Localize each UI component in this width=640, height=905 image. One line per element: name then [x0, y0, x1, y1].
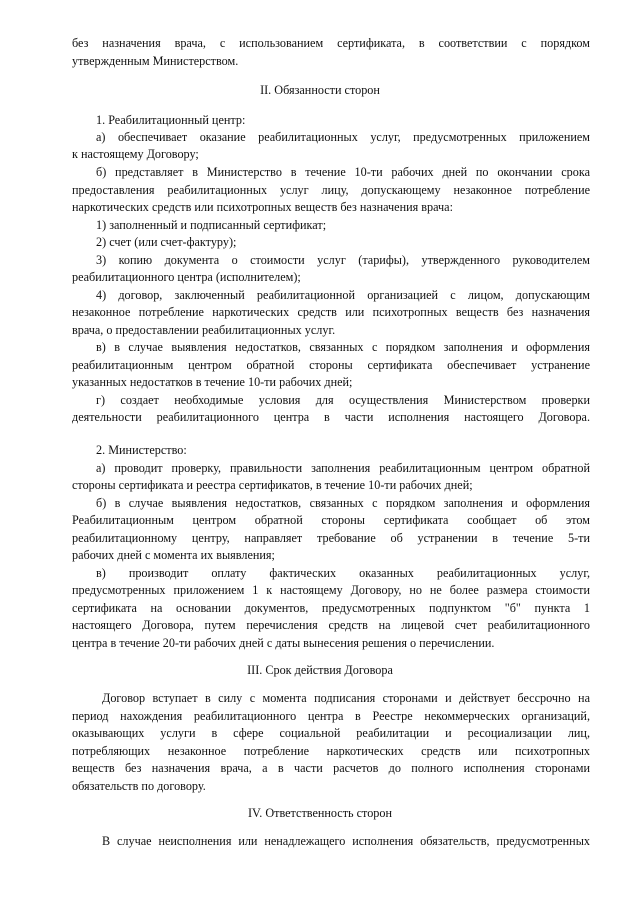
text-line: 1) заполненный и подписанный сертификат;	[96, 218, 327, 232]
text-line: деятельности реабилитационного центра в части исполнения настоящего Договора.	[72, 410, 590, 424]
text-line: Реабилитационным центром обратной стороны сертификата сообщает об этом	[72, 513, 590, 527]
text-line: 2. Министерство:	[96, 443, 187, 457]
text-line: предусмотренных приложением 1 к настоящему Договору, но не более размера стоимости	[72, 583, 590, 597]
text-line: врача, о предоставлении реабилитационных услуг.	[72, 323, 336, 337]
text-line: в) в случае выявления недостатков, связанных с порядком заполнения и оформления	[96, 340, 590, 354]
text-line: 2) счет (или счет-фактуру);	[96, 235, 237, 249]
text-line: Договор вступает в силу с момента подписания сторонами и действует бессрочно на	[102, 691, 590, 705]
text-line: период нахождения реабилитационного центра в Реестре некоммерческих организаций,	[72, 709, 590, 723]
text-line: потребляющих незаконное потребление наркотических средств или психотропных	[72, 744, 590, 758]
text-line: без назначения врача, с использованием сертификата, в соответствии с порядком	[72, 36, 590, 50]
text-line: реабилитационным центром обратной стороны сертификата обеспечивает устранение	[72, 358, 590, 372]
text-line: рабочих дней с момента их выявления;	[72, 548, 275, 562]
text-line: настоящего Договора, путем перечисления средств на лицевой счет реабилитационного	[72, 618, 590, 632]
text-line: 4) договор, заключенный реабилитационной организацией с лицом, допускающим	[96, 288, 590, 302]
text-line: центра в течение 20-ти рабочих дней с даты вынесения решения о перечислении.	[72, 636, 495, 650]
text-line: стороны сертификата и реестра сертификатов, в течение 10-ти рабочих дней;	[72, 478, 473, 492]
text-line: 3) копию документа о стоимости услуг (тарифы), утвержденного руководителем	[96, 253, 590, 267]
text-line: наркотических средств или психотропных веществ без назначения врача:	[72, 200, 453, 214]
text-line: веществ без назначения врача, а в части расчетов до полного исполнения сторонами	[72, 761, 590, 775]
text-line: к настоящему Договору;	[72, 147, 199, 161]
text-line: 1. Реабилитационный центр:	[96, 113, 246, 127]
text-line: утвержденным Министерством.	[72, 54, 239, 68]
text-line: б) представляет в Министерство в течение 10-ти рабочих дней по окончании срока	[96, 165, 590, 179]
section-heading: IV. Ответственность сторон	[247, 806, 393, 820]
section-heading: III. Срок действия Договора	[247, 663, 393, 677]
text-line: оказывающих услуги в сфере социальной реабилитации и ресоциализации лиц,	[72, 726, 590, 740]
text-line: В случае неисполнения или ненадлежащего исполнения обязательств, предусмотренных	[102, 834, 590, 848]
text-line: а) проводит проверку, правильности заполнения реабилитационным центром обратной	[96, 461, 590, 475]
text-line: сертификата на основании документов, предусмотренных подпунктом "б" пункта 1	[72, 601, 590, 615]
text-line: указанных недостатков в течение 10-ти рабочих дней;	[72, 375, 353, 389]
text-line: г) создает необходимые условия для осуществления Министерством проверки	[96, 393, 590, 407]
section-heading: II. Обязанности сторон	[260, 83, 380, 97]
text-line: в) производит оплату фактических оказанных реабилитационных услуг,	[96, 566, 590, 580]
text-line: предоставления реабилитационных услуг лицу, допускающему незаконное потребление	[72, 183, 590, 197]
text-line: реабилитационного центра (исполнителем);	[72, 270, 301, 284]
text-line: обязательств по договору.	[72, 779, 206, 793]
text-line: а) обеспечивает оказание реабилитационных услуг, предусмотренных приложением	[96, 130, 590, 144]
text-line: реабилитационному центру, направляет требование об устранении в течение 5-ти	[72, 531, 590, 545]
text-line: незаконное потребление наркотических средств или психотропных веществ без назначения	[72, 305, 590, 319]
text-line: б) в случае выявления недостатков, связанных с порядком заполнения и оформления	[96, 496, 590, 510]
